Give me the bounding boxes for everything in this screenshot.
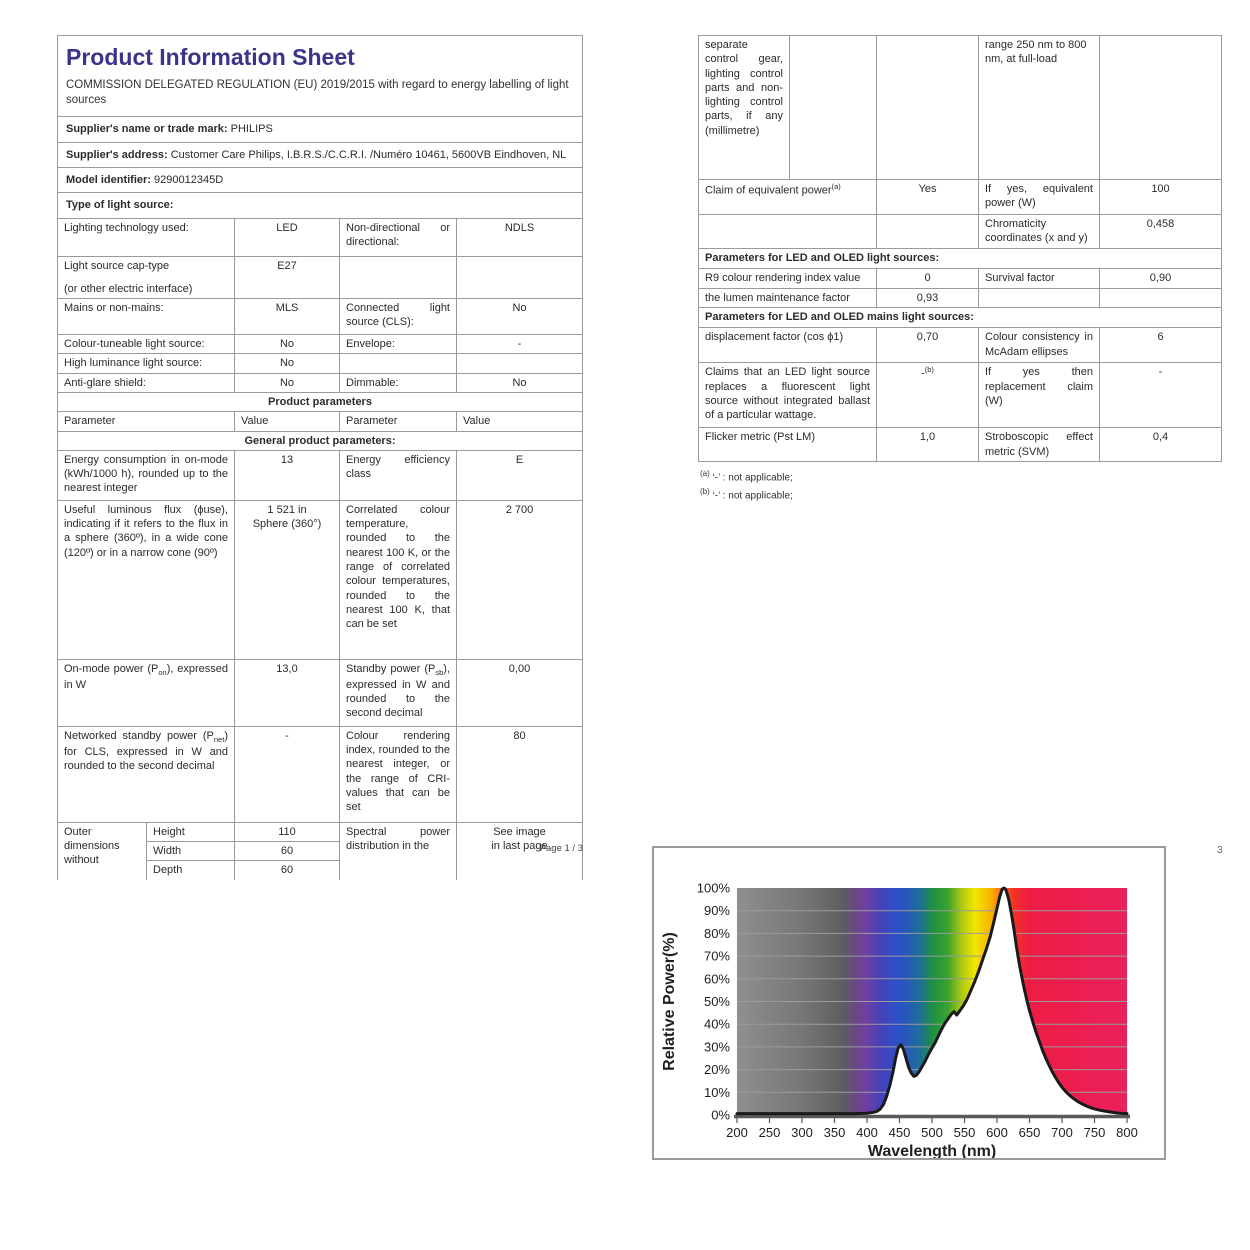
table-row [58, 256, 582, 299]
y-tick-label: 80% [703, 925, 730, 941]
table-row [58, 218, 582, 256]
param-value: 1 521 in Sphere (360°) [234, 501, 339, 659]
param-value: Yes [876, 180, 978, 214]
param-label: Spectral power distribution in the [339, 823, 456, 880]
page-number: Page 1 / 3 [539, 843, 583, 854]
param-value: 0,70 [876, 328, 978, 362]
param-label: Envelope: [339, 335, 456, 353]
continuation-row [699, 36, 1221, 179]
supplier-address-value: Customer Care Philips, I.B.R.S./C.C.R.I. /Numéro 10461, 5600VB Eindhoven, NL [170, 148, 567, 161]
y-tick-label: 90% [703, 903, 730, 919]
empty-cell [789, 36, 876, 179]
supplier-name-row [58, 116, 582, 141]
spd-chart [652, 846, 1166, 1160]
param-value: 0 [876, 269, 978, 288]
empty-cell [1099, 36, 1221, 179]
param-label: Dimmable: [339, 374, 456, 392]
page-1 [57, 35, 583, 880]
page1-header [58, 36, 582, 116]
x-tick-label: 500 [921, 1125, 943, 1140]
x-tick-label: 750 [1083, 1125, 1106, 1140]
table-row [58, 298, 582, 334]
param-label: If yes, equivalent power (W) [978, 180, 1099, 214]
type-of-light-source-label: Type of light source: [66, 199, 174, 212]
param-value: -$^{(b)}$ [876, 363, 978, 427]
param-label: Flicker metric (Pst LM) [705, 431, 815, 444]
param-label: Colour consistency in McAdam ellipses [978, 328, 1099, 362]
param-value: E [456, 451, 582, 500]
param-label: Energy consumption in on-mode (kWh/1000 h), rounded up to the nearest integer [64, 453, 228, 495]
section-header-row [58, 431, 582, 450]
x-tick-label: 200 [726, 1125, 748, 1140]
led-oled-header: Parameters for LED and OLED light sources: [705, 252, 940, 264]
param-value [456, 354, 582, 372]
footnotes [698, 469, 1222, 503]
table-row [58, 334, 582, 353]
param-value: 0,4 [1099, 428, 1221, 461]
column-header-row [58, 411, 582, 430]
column-header: Value [234, 412, 339, 430]
param-value: 6 [1099, 328, 1221, 362]
section-header-row [699, 307, 1221, 327]
empty-cell [699, 215, 876, 248]
empty-cell [876, 215, 978, 248]
param-label: range 250 nm to 800 nm, at full-load [978, 36, 1099, 179]
param-label: Energy efficiency class [339, 451, 456, 500]
section-header-row [699, 248, 1221, 268]
page2-table [698, 35, 1222, 462]
param-value: 0,458 [1099, 215, 1221, 248]
table-row [699, 214, 1221, 248]
y-axis-title: Relative Power(%) [661, 932, 678, 1071]
dimension-value: 110 [234, 823, 339, 842]
y-tick-label: 0% [711, 1107, 730, 1123]
param-value: See image in last page [456, 823, 582, 880]
regulation-subtitle: COMMISSION DELEGATED REGULATION (EU) 2019/2015 with regard to energy labelling of light sources [66, 79, 569, 107]
supplier-name-value: PHILIPS [230, 123, 273, 136]
page-2 [698, 35, 1222, 506]
dimension-label: Height [146, 823, 234, 842]
y-tick-label: 70% [703, 948, 730, 964]
param-value: No [234, 335, 339, 353]
footnote-b: $^{(b)}$ ‘-’ : not applicable; [700, 487, 793, 502]
x-tick-label: 250 [758, 1125, 781, 1140]
product-parameters-header: Product parameters [268, 395, 372, 408]
param-label: Outer dimensions without [64, 825, 120, 867]
param-label [339, 354, 456, 372]
param-label: R9 colour rendering index value [705, 272, 861, 284]
x-tick-label: 600 [986, 1125, 1008, 1140]
param-label: High luminance light source: [64, 357, 203, 370]
supplier-name-label: Supplier's name or trade mark: [66, 123, 228, 136]
type-of-light-source-row [58, 192, 582, 217]
param-value: 13 [234, 451, 339, 500]
param-label: Chromaticity coordinates (x and y) [978, 215, 1099, 248]
table-row [58, 353, 582, 372]
param-label: Networked standby power $(P_{net})$ for CLS, expressed in W and rounded to the second decimal [64, 729, 228, 773]
y-tick-label: 40% [703, 1016, 730, 1032]
param-value: LED [234, 219, 339, 256]
column-header: Value [456, 412, 582, 430]
empty-cell [876, 36, 978, 179]
param-label [339, 257, 456, 299]
param-label: Claim of equivalent power$^{(a)}$ [705, 182, 841, 197]
x-tick-label: 550 [953, 1125, 976, 1140]
x-tick-label: 400 [856, 1125, 878, 1140]
column-header: Parameter [64, 415, 116, 428]
y-tick-label: 60% [703, 971, 730, 987]
param-label: Useful luminous flux (ϕuse), indicating if it refers to the flux in a sphere (360º), in a wide cone (120º) or in a narrow cone (90º) [64, 503, 228, 559]
param-label: Colour rendering index, rounded to the nearest integer, or the range of CRI-values that can be set [339, 727, 456, 822]
param-label: If yes then replacement claim (W) [978, 363, 1099, 427]
param-value: No [234, 354, 339, 372]
param-value: MLS [234, 299, 339, 334]
param-value: 100 [1099, 180, 1221, 214]
param-label: displacement factor (cos ϕ1) [705, 331, 844, 344]
param-label: Mains or non-mains: [64, 302, 164, 315]
table-row [58, 500, 582, 659]
x-axis-title: Wavelength (nm) [867, 1143, 997, 1158]
param-value [456, 257, 582, 299]
table-row [58, 450, 582, 500]
dimension-value: 60 [234, 842, 339, 861]
dimension-label: Depth [146, 861, 234, 879]
y-tick-label: 10% [703, 1084, 730, 1100]
section-header-row [58, 392, 582, 411]
param-value: - [456, 335, 582, 353]
table-row [58, 659, 582, 726]
param-value: - [234, 727, 339, 822]
param-label: On-mode power $(P_{on})$, expressed in W [64, 662, 228, 691]
param-label: Survival factor [978, 269, 1099, 288]
y-tick-label: 50% [703, 994, 730, 1009]
table-row [699, 268, 1221, 288]
supplier-address-row [58, 142, 582, 167]
param-label: Non-directional or directional: [339, 219, 456, 256]
table-row [699, 288, 1221, 307]
table-row [58, 726, 582, 822]
dimension-label: Width [146, 842, 234, 861]
param-value: No [456, 374, 582, 392]
param-value: 0,93 [876, 289, 978, 307]
param-value: 1,0 [876, 428, 978, 461]
general-parameters-header: General product parameters: [244, 434, 396, 447]
param-label: the lumen maintenance factor [705, 292, 850, 304]
x-tick-label: 800 [1116, 1125, 1138, 1140]
param-label: Stroboscopic effect metric (SVM) [978, 428, 1099, 461]
spd-plot [654, 848, 1164, 1158]
x-tick-label: 300 [791, 1125, 813, 1140]
param-value: No [234, 374, 339, 392]
y-tick-label: 100% [696, 880, 730, 896]
x-tick-label: 650 [1018, 1125, 1041, 1140]
param-label: Standby power $(P_{sb})$, expressed in W and rounded to the second decimal [339, 660, 456, 726]
table-row [699, 362, 1221, 427]
param-value: 2 700 [456, 501, 582, 659]
table-row [699, 427, 1221, 461]
y-tick-label: 20% [703, 1062, 730, 1078]
dimension-value: 60 [234, 861, 339, 879]
footnote-a: $^{(a)}$ ‘-’ : not applicable; [700, 468, 793, 484]
param-value: 80 [456, 727, 582, 822]
param-label: Correlated colour temperature, rounded to the nearest 100 K, or the range of correlated colour temperatures, rounded to the nearest 100 K, that can be set [339, 501, 456, 659]
x-tick-label: 700 [1051, 1125, 1073, 1140]
model-identifier-label: Model identifier: [66, 173, 151, 186]
column-header: Parameter [339, 412, 456, 430]
table-row [699, 327, 1221, 362]
param-value: No [456, 299, 582, 334]
model-identifier-value: 9290012345D [154, 173, 224, 186]
param-value: - [1099, 363, 1221, 427]
param-value: E27 [234, 257, 339, 299]
param-label: Claims that an LED light source replaces a fluorescent light source without integrated ballast of a particular wattage. [705, 366, 870, 422]
param-label: Lighting technology used: [64, 221, 189, 234]
x-tick-label: 350 [823, 1125, 846, 1140]
y-tick-label: 30% [703, 1039, 730, 1055]
param-label: Colour-tuneable light source: [64, 338, 205, 351]
supplier-address-label: Supplier's address: [66, 148, 168, 161]
x-tick-label: 450 [888, 1125, 911, 1140]
mains-header: Parameters for LED and OLED mains light sources: [705, 311, 974, 324]
model-identifier-row [58, 167, 582, 192]
param-label: Connected light source (CLS): [339, 299, 456, 334]
param-label: Anti-glare shield: [64, 376, 146, 389]
param-label: Light source cap-type (or other electric interface) [64, 259, 193, 295]
param-value: 13,0 [234, 660, 339, 726]
table-row [699, 179, 1221, 214]
empty-cell [1099, 289, 1221, 307]
cropped-page-number: 3 [1217, 845, 1223, 856]
empty-cell [978, 289, 1099, 307]
table-row [58, 373, 582, 392]
param-value: NDLS [456, 219, 582, 256]
param-label: separate control gear, lighting control parts and non-lighting control parts, if any (millimetre) [705, 39, 783, 137]
param-value: 0,00 [456, 660, 582, 726]
page-title: Product Information Sheet [66, 44, 355, 70]
param-value: 0,90 [1099, 269, 1221, 288]
